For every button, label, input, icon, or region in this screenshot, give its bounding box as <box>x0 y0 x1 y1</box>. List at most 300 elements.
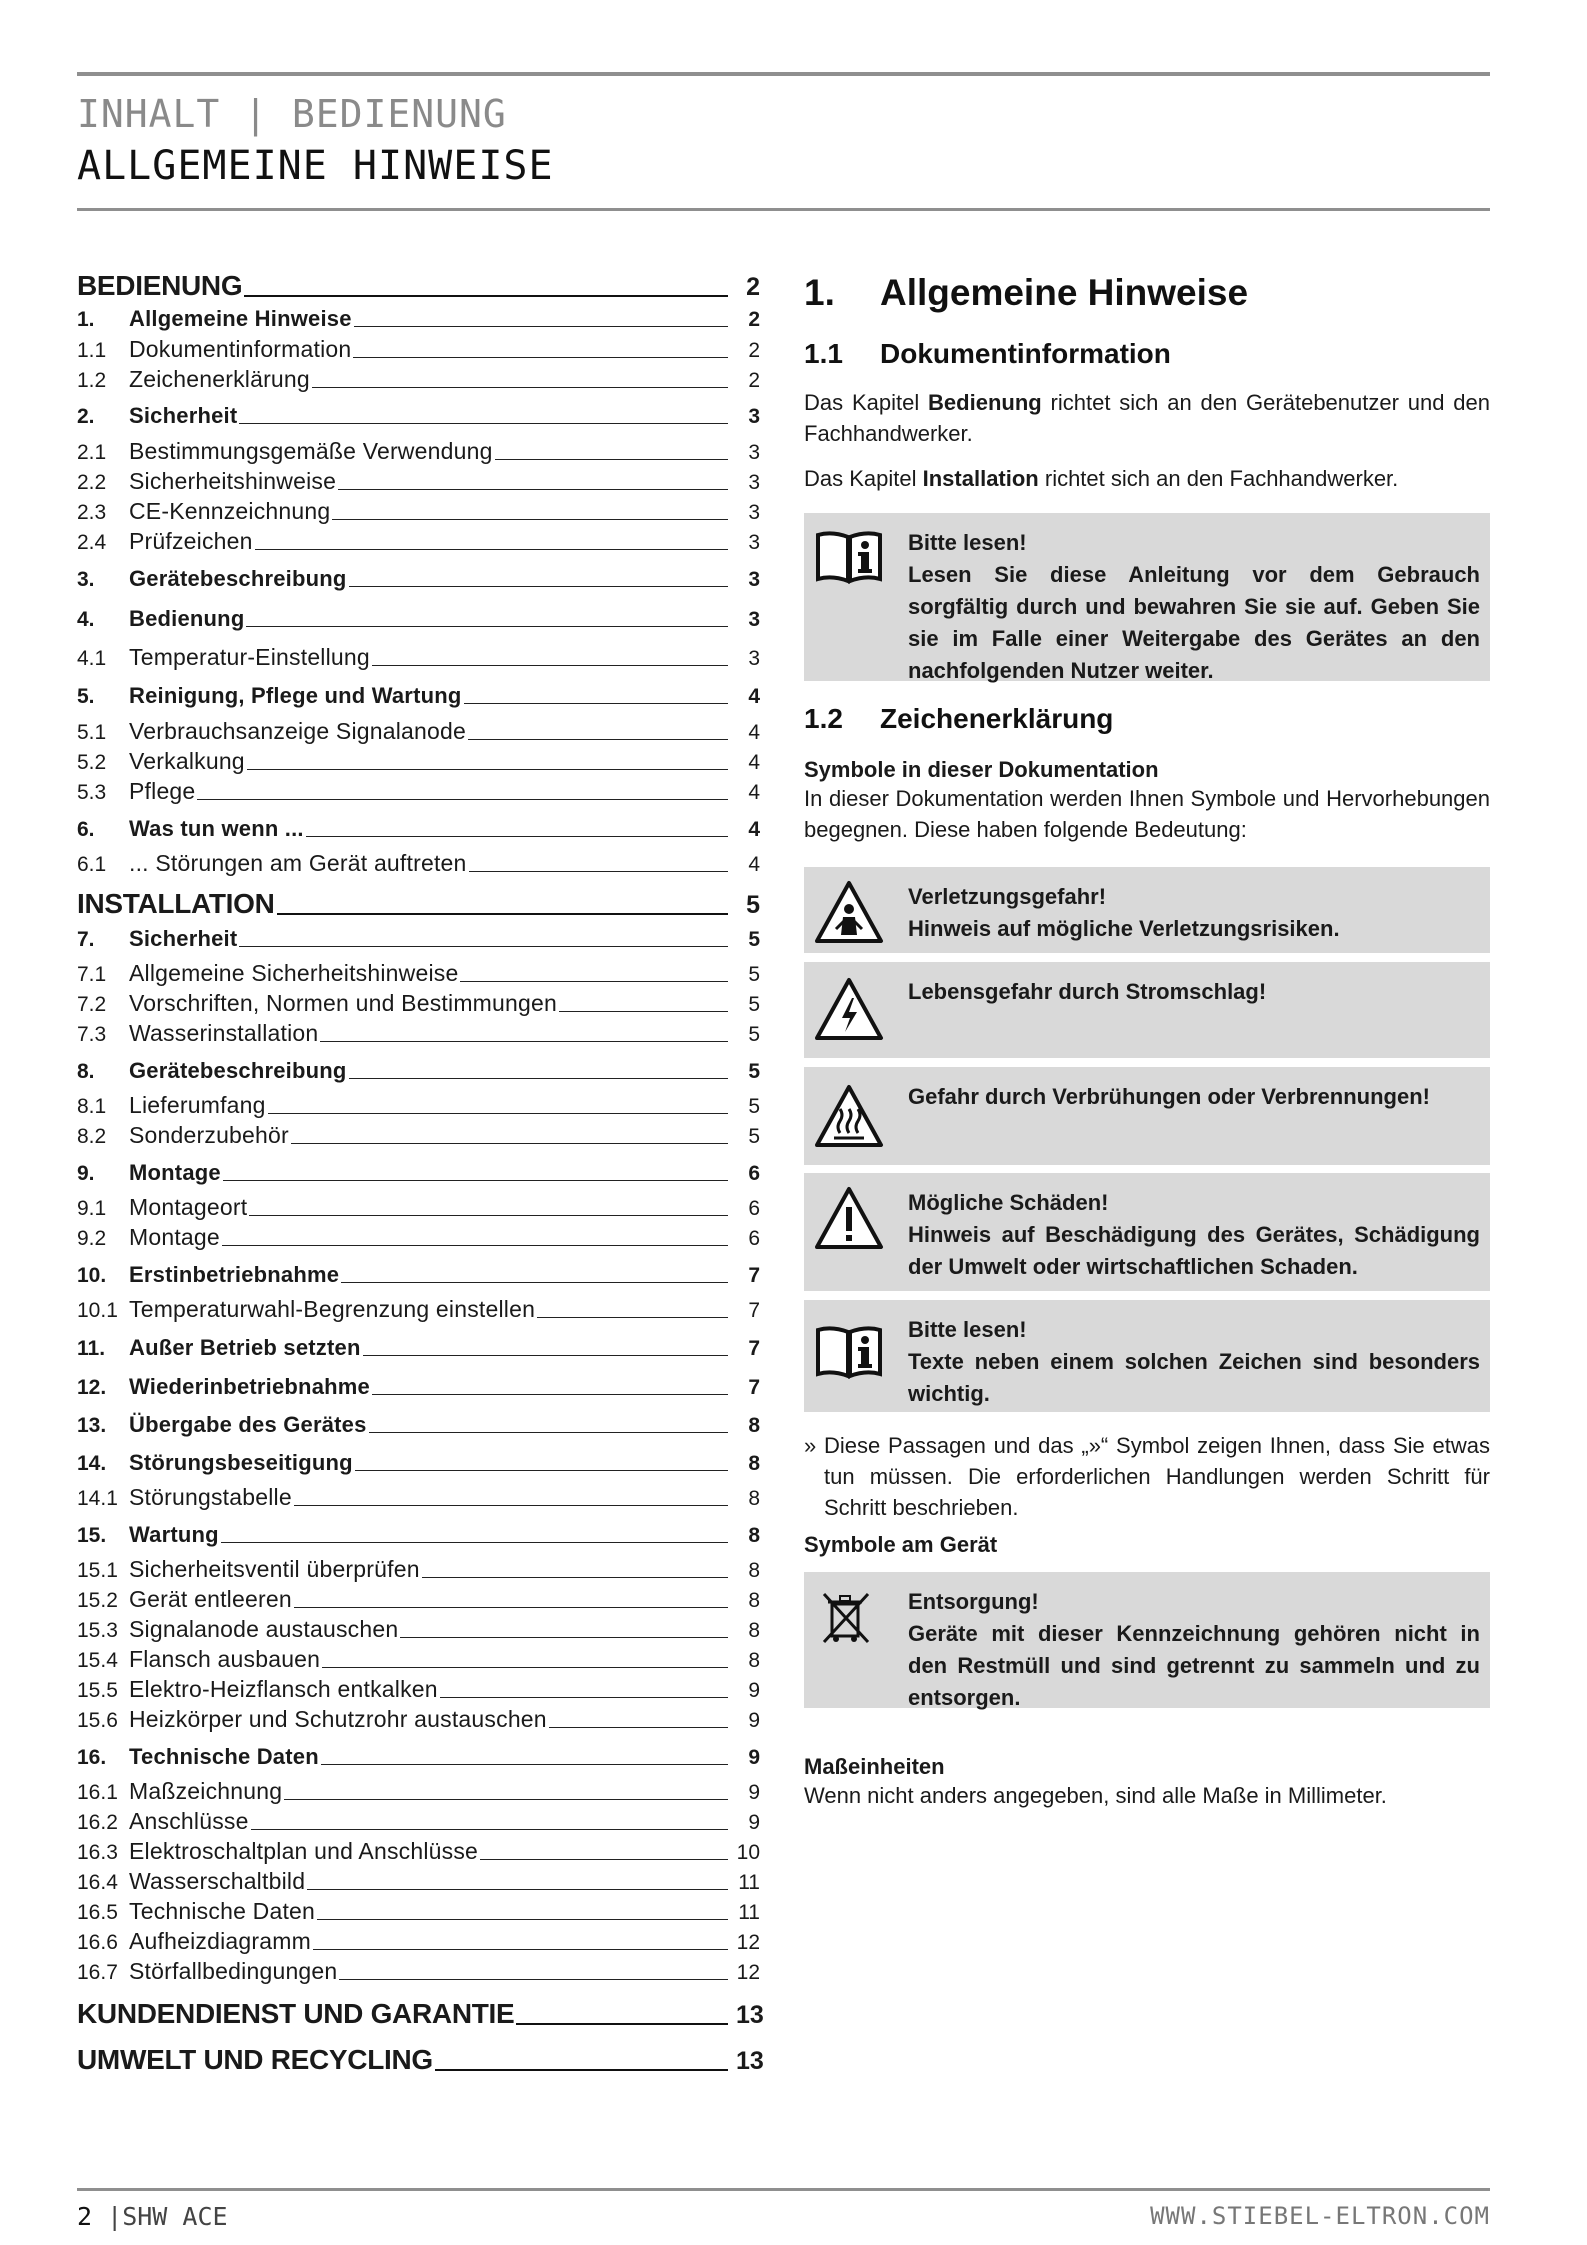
toc-row[interactable] <box>77 888 760 920</box>
toc-number: 7.2 <box>77 993 107 1016</box>
toc-number: 6. <box>77 818 95 841</box>
header-line-1: INHALT | BEDIENUNG <box>77 92 507 136</box>
toc-row[interactable] <box>77 1412 760 1438</box>
toc-number: 14. <box>77 1452 107 1475</box>
toc-number: 2.3 <box>77 501 107 524</box>
info-box-read-first <box>804 513 1490 681</box>
toc-number: 2.2 <box>77 471 107 494</box>
toc-page-number: 2 <box>748 369 760 392</box>
toc-page-number: 3 <box>748 531 760 554</box>
section-title: Zeichenerklärung <box>880 703 1114 734</box>
toc-row[interactable] <box>77 1898 760 1925</box>
toc-title: Bestimmungsgemäße Verwendung <box>129 438 493 464</box>
toc-row[interactable] <box>77 1296 760 1323</box>
warning-box-damage <box>804 1173 1490 1291</box>
paragraph-bedienung <box>804 387 1490 449</box>
toc-leader-line <box>320 1041 728 1042</box>
toc-page-number: 8 <box>748 1524 760 1547</box>
paragraph-units: Wenn nicht anders angegeben, sind alle Maße in Millimeter. <box>804 1783 1387 1808</box>
toc-number: 1.2 <box>77 369 107 392</box>
toc-title: ... Störungen am Gerät auftreten <box>129 850 467 876</box>
toc-leader-line <box>222 1245 728 1246</box>
toc-title: Temperaturwahl-Begrenzung einstellen <box>129 1296 536 1322</box>
toc-leader-line <box>197 799 728 800</box>
toc-row[interactable] <box>77 528 760 555</box>
toc-leader-line <box>246 626 728 627</box>
toc-leader-line <box>249 1215 728 1216</box>
toc-number: 8.2 <box>77 1125 107 1148</box>
toc-page-number: 5 <box>748 928 760 951</box>
toc-title: KUNDENDIENST UND GARANTIE <box>77 1998 515 2029</box>
warning-text <box>908 881 1480 945</box>
toc-number: 10. <box>77 1264 107 1287</box>
toc-leader-line <box>251 1829 728 1830</box>
toc-page-number: 6 <box>748 1197 760 1220</box>
section-heading-1-2 <box>804 703 1113 735</box>
crossed-bin-icon <box>818 1588 874 1646</box>
toc-page-number: 9 <box>748 1781 760 1804</box>
toc-row[interactable] <box>77 1556 760 1583</box>
toc-leader-line <box>369 1432 728 1433</box>
toc-row[interactable] <box>77 1838 760 1865</box>
info-box-body: Lesen Sie diese Anleitung vor dem Gebrauch sorgfältig durch und bewahren Sie sie auf. Geben Sie sie im Falle einer Weitergabe des Gerätes an den nachfolgenden Nutzer weiter. <box>908 562 1480 683</box>
toc-leader-line <box>422 1577 728 1578</box>
toc-page-number: 3 <box>748 647 760 670</box>
toc-row[interactable] <box>77 1020 760 1047</box>
toc-row[interactable] <box>77 718 760 745</box>
toc-leader-line <box>284 1799 728 1800</box>
toc-title: Sicherheitshinweise <box>129 468 337 494</box>
toc-number: 1.1 <box>77 339 107 362</box>
toc-row[interactable] <box>77 2044 764 2076</box>
toc-row[interactable] <box>77 1646 760 1673</box>
warning-box-injury <box>804 867 1490 953</box>
toc-leader-line <box>244 295 728 297</box>
text-run: richtet sich an den Fachhandwerker. <box>1038 466 1399 491</box>
toc-leader-line <box>223 1180 728 1181</box>
chapter-heading-number: 1. <box>804 272 835 313</box>
toc-leader-line <box>400 1637 728 1638</box>
chapter-heading <box>804 272 1248 314</box>
product-name: SHW ACE <box>122 2202 228 2231</box>
toc-title: Übergabe des Gerätes <box>129 1412 367 1437</box>
toc-leader-line <box>294 1505 728 1506</box>
info-box-title: Bitte lesen! <box>908 1317 1027 1342</box>
footer-page-info <box>77 2202 228 2231</box>
toc-row[interactable] <box>77 1058 760 1084</box>
toc-page-number: 4 <box>748 685 760 708</box>
toc-number: 8. <box>77 1060 95 1083</box>
toc-row[interactable] <box>77 1958 760 1985</box>
toc-page-number: 10 <box>736 1841 760 1864</box>
toc-leader-line <box>480 1859 728 1860</box>
toc-number: 16.4 <box>77 1871 118 1894</box>
toc-page-number: 2 <box>746 273 760 301</box>
info-box-important <box>804 1300 1490 1412</box>
toc-number: 5.2 <box>77 751 107 774</box>
text-run: Das Kapitel <box>804 390 929 415</box>
toc-title: Montage <box>129 1160 221 1185</box>
warning-title: Lebensgefahr durch Stromschlag! <box>908 979 1267 1004</box>
toc-page-number: 3 <box>748 568 760 591</box>
toc-row[interactable] <box>77 1374 760 1400</box>
toc-leader-line <box>306 836 728 837</box>
warning-title: Mögliche Schäden! <box>908 1190 1109 1215</box>
warning-box-burn <box>804 1067 1490 1165</box>
toc-leader-line <box>353 357 728 358</box>
header-line-2: ALLGEMEINE HINWEISE <box>77 143 554 189</box>
toc-page-number: 8 <box>748 1414 760 1437</box>
toc-page-number: 3 <box>748 608 760 631</box>
footer-separator: | <box>107 2202 123 2231</box>
toc-number: 15.1 <box>77 1559 118 1582</box>
text-run: richtet sich an den Gerätebenutzer und den Fachhandwerker. <box>804 390 1490 446</box>
toc-row[interactable] <box>77 850 760 877</box>
toc-leader-line <box>354 326 728 327</box>
toc-title: Sicherheit <box>129 926 238 951</box>
toc-title: Sicherheit <box>129 403 238 428</box>
toc-page-number: 11 <box>738 1871 760 1894</box>
toc-page-number: 3 <box>748 471 760 494</box>
toc-page-number: 9 <box>748 1746 760 1769</box>
toc-leader-line <box>339 1979 728 1980</box>
toc-leader-line <box>468 739 728 740</box>
toc-leader-line <box>495 459 728 460</box>
info-box-title: Bitte lesen! <box>908 530 1027 555</box>
toc-leader-line <box>321 1764 728 1765</box>
toc-page-number: 7 <box>748 1264 760 1287</box>
toc-row[interactable] <box>77 1706 760 1733</box>
bold-term: Installation <box>922 466 1039 491</box>
toc-page-number: 8 <box>748 1452 760 1475</box>
toc-leader-line <box>221 1542 728 1543</box>
toc-row[interactable] <box>77 438 760 465</box>
toc-leader-line <box>332 519 728 520</box>
toc-page-number: 3 <box>748 441 760 464</box>
info-box-text <box>908 1586 1480 1714</box>
toc-title: Störungstabelle <box>129 1484 292 1510</box>
toc-page-number: 5 <box>746 891 760 919</box>
toc-title: Flansch ausbauen <box>129 1646 321 1672</box>
toc-leader-line <box>537 1317 728 1318</box>
toc-number: 7.3 <box>77 1023 107 1046</box>
toc-number: 6.1 <box>77 853 107 876</box>
toc-row[interactable] <box>77 1928 760 1955</box>
toc-page-number: 13 <box>736 2047 764 2075</box>
toc-title: Wasserschaltbild <box>129 1868 306 1894</box>
toc-title: Störfallbedingungen <box>129 1958 338 1984</box>
toc-row[interactable] <box>77 748 760 775</box>
toc-leader-line <box>464 703 728 704</box>
toc-leader-line <box>349 586 728 587</box>
info-box-title: Entsorgung! <box>908 1589 1039 1614</box>
toc-title: Gerätebeschreibung <box>129 1058 347 1083</box>
toc-leader-line <box>307 1889 728 1890</box>
toc-leader-line <box>435 2069 728 2071</box>
toc-page-number: 9 <box>748 1811 760 1834</box>
toc-title: Maßzeichnung <box>129 1778 283 1804</box>
toc-page-number: 5 <box>748 1125 760 1148</box>
text-run: Das Kapitel <box>804 466 923 491</box>
info-box-disposal <box>804 1572 1490 1708</box>
toc-number: 15.2 <box>77 1589 118 1612</box>
toc-page-number: 2 <box>748 308 760 331</box>
toc-page-number: 9 <box>748 1709 760 1732</box>
toc-leader-line <box>440 1697 728 1698</box>
toc-row[interactable] <box>77 366 760 393</box>
toc-leader-line <box>294 1607 728 1608</box>
toc-row[interactable] <box>77 683 760 709</box>
toc-row[interactable] <box>77 270 760 302</box>
bold-term: Bedienung <box>928 390 1042 415</box>
toc-title: Außer Betrieb setzten <box>129 1335 361 1360</box>
toc-title: Anschlüsse <box>129 1808 249 1834</box>
warning-body: Hinweis auf Beschädigung des Gerätes, Schädigung der Umwelt oder wirtschaftlichen Schaden. <box>908 1222 1480 1279</box>
toc-number: 15.3 <box>77 1619 118 1642</box>
toc-row[interactable] <box>77 816 760 842</box>
toc-title: Prüfzeichen <box>129 528 253 554</box>
toc-leader-line <box>372 665 728 666</box>
toc-title: UMWELT UND RECYCLING <box>77 2044 433 2075</box>
toc-number: 16.3 <box>77 1841 118 1864</box>
toc-number: 5.3 <box>77 781 107 804</box>
info-box-text <box>908 1314 1480 1410</box>
toc-leader-line <box>355 1470 728 1471</box>
toc-row[interactable] <box>77 990 760 1017</box>
toc-row[interactable] <box>77 1450 760 1476</box>
info-box-text <box>908 527 1480 687</box>
toc-row[interactable] <box>77 1808 760 1835</box>
toc-row[interactable] <box>77 1744 760 1770</box>
toc-page-number: 4 <box>748 751 760 774</box>
toc-title: Sonderzubehör <box>129 1122 289 1148</box>
toc-title: Störungsbeseitigung <box>129 1450 353 1475</box>
warning-title: Gefahr durch Verbrühungen oder Verbrennungen! <box>908 1084 1430 1109</box>
toc-leader-line <box>549 1727 728 1728</box>
toc-page-number: 12 <box>736 1961 760 1984</box>
toc-leader-line <box>247 769 728 770</box>
toc-number: 5.1 <box>77 721 107 744</box>
toc-number: 16.2 <box>77 1811 118 1834</box>
toc-row[interactable] <box>77 1262 760 1288</box>
toc-title: INSTALLATION <box>77 888 275 919</box>
toc-row[interactable] <box>77 1092 760 1119</box>
section-number: 1.2 <box>804 703 843 734</box>
toc-title: Sicherheitsventil überprüfen <box>129 1556 420 1582</box>
toc-leader-line <box>268 1113 728 1114</box>
toc-row[interactable] <box>77 1224 760 1251</box>
toc-page-number: 5 <box>748 1060 760 1083</box>
footer-website: WWW.STIEBEL-ELTRON.COM <box>1150 2202 1490 2230</box>
toc-title: Verbrauchsanzeige Signalanode <box>129 718 466 744</box>
toc-row[interactable] <box>77 1586 760 1613</box>
toc-row[interactable] <box>77 1868 760 1895</box>
toc-title: Wasserinstallation <box>129 1020 319 1046</box>
toc-page-number: 3 <box>748 501 760 524</box>
caution-icon <box>814 1185 884 1251</box>
toc-number: 8.1 <box>77 1095 107 1118</box>
toc-row[interactable] <box>77 1122 760 1149</box>
toc-page-number: 8 <box>748 1649 760 1672</box>
toc-title: Technische Daten <box>129 1898 316 1924</box>
warning-text <box>908 1187 1480 1283</box>
toc-leader-line <box>349 1078 728 1079</box>
toc-leader-line <box>239 946 728 947</box>
toc-number: 15. <box>77 1524 107 1547</box>
toc-row[interactable] <box>77 644 760 671</box>
toc-page-number: 9 <box>748 1679 760 1702</box>
toc-leader-line <box>341 1282 728 1283</box>
toc-title: BEDIENUNG <box>77 270 243 301</box>
toc-page-number: 11 <box>738 1901 760 1924</box>
toc-page-number: 7 <box>748 1337 760 1360</box>
toc-title: Wiederinbetriebnahme <box>129 1374 370 1399</box>
toc-leader-line <box>322 1667 728 1668</box>
toc-row[interactable] <box>77 1998 764 2030</box>
toc-row[interactable] <box>77 778 760 805</box>
toc-title: Pflege <box>129 778 196 804</box>
toc-title: Allgemeine Sicherheitshinweise <box>129 960 459 986</box>
toc-number: 15.4 <box>77 1649 118 1672</box>
toc-leader-line <box>363 1355 728 1356</box>
page-number: 2 <box>77 2202 93 2231</box>
warning-text <box>908 976 1480 1008</box>
toc-row[interactable] <box>77 1194 760 1221</box>
paragraph-symbols-intro: In dieser Dokumentation werden Ihnen Symbole und Hervorhebungen begegnen. Diese haben folgende Bedeutung: <box>804 786 1490 842</box>
toc-leader-line <box>516 2023 728 2025</box>
toc-row[interactable] <box>77 926 760 952</box>
info-box-body: Geräte mit dieser Kennzeichnung gehören nicht in den Restmüll und sind getrennt zu sammeln und zu entsorgen. <box>908 1621 1480 1710</box>
toc-title: Wartung <box>129 1522 219 1547</box>
toc-row[interactable] <box>77 960 760 987</box>
toc-row[interactable] <box>77 1484 760 1511</box>
toc-row[interactable] <box>77 468 760 495</box>
toc-number: 16.5 <box>77 1901 118 1924</box>
toc-page-number: 5 <box>748 963 760 986</box>
toc-title: Reinigung, Pflege und Wartung <box>129 683 462 708</box>
toc-row[interactable] <box>77 1160 760 1186</box>
toc-page-number: 8 <box>748 1487 760 1510</box>
toc-number: 9. <box>77 1162 95 1185</box>
toc-number: 13. <box>77 1414 107 1437</box>
toc-title: Bedienung <box>129 606 245 631</box>
toc-row[interactable] <box>77 1335 760 1361</box>
toc-page-number: 8 <box>748 1559 760 1582</box>
toc-number: 15.6 <box>77 1709 118 1732</box>
read-manual-icon <box>814 1318 884 1384</box>
toc-title: Erstinbetriebnahme <box>129 1262 340 1287</box>
toc-row[interactable] <box>77 498 760 525</box>
toc-number: 11. <box>77 1337 106 1360</box>
toc-row[interactable] <box>77 306 760 332</box>
subheading-symbols-document: Symbole in dieser Dokumentation <box>804 757 1159 782</box>
toc-row[interactable] <box>77 1676 760 1703</box>
toc-number: 16. <box>77 1746 107 1769</box>
toc-number: 2.1 <box>77 441 107 464</box>
toc-number: 9.1 <box>77 1197 107 1220</box>
toc-leader-line <box>239 423 728 424</box>
toc-page-number: 2 <box>748 339 760 362</box>
hot-surface-icon <box>814 1083 884 1149</box>
toc-page-number: 6 <box>748 1227 760 1250</box>
toc-leader-line <box>559 1011 728 1012</box>
toc-number: 16.6 <box>77 1931 118 1954</box>
toc-page-number: 5 <box>748 1023 760 1046</box>
toc-number: 9.2 <box>77 1227 107 1250</box>
toc-page-number: 4 <box>748 818 760 841</box>
toc-number: 2. <box>77 405 95 428</box>
toc-title: Vorschriften, Normen und Bestimmungen <box>129 990 557 1016</box>
toc-number: 1. <box>77 308 95 331</box>
chapter-heading-title: Allgemeine Hinweise <box>880 272 1249 313</box>
toc-title: CE-Kennzeichnung <box>129 498 331 524</box>
toc-page-number: 7 <box>748 1376 760 1399</box>
toc-number: 15.5 <box>77 1679 118 1702</box>
toc-title: Zeichenerklärung <box>129 366 310 392</box>
toc-title: Elektro-Heizflansch entkalken <box>129 1676 438 1702</box>
toc-leader-line <box>469 871 728 872</box>
paragraph-installation <box>804 463 1490 494</box>
toc-leader-line <box>313 1949 728 1950</box>
toc-page-number: 7 <box>748 1299 760 1322</box>
toc-number: 2.4 <box>77 531 107 554</box>
top-rule <box>77 72 1490 76</box>
toc-leader-line <box>291 1143 728 1144</box>
toc-row[interactable] <box>77 1616 760 1643</box>
section-heading-1-1 <box>804 338 1171 370</box>
warning-text <box>908 1081 1480 1113</box>
section-number: 1.1 <box>804 338 843 369</box>
toc-row[interactable] <box>77 1778 760 1805</box>
toc-title: Was tun wenn ... <box>129 816 304 841</box>
toc-page-number: 8 <box>748 1589 760 1612</box>
toc-leader-line <box>312 387 728 388</box>
toc-title: Elektroschaltplan und Anschlüsse <box>129 1838 479 1864</box>
subheading-symbols-device: Symbole am Gerät <box>804 1532 998 1557</box>
toc-title: Signalanode austauschen <box>129 1616 399 1642</box>
toc-number: 3. <box>77 568 95 591</box>
warning-title: Verletzungsgefahr! <box>908 884 1107 909</box>
toc-page-number: 3 <box>748 405 760 428</box>
toc-title: Temperatur-Einstellung <box>129 644 370 670</box>
toc-leader-line <box>255 549 728 550</box>
warning-box-electric <box>804 962 1490 1058</box>
toc-row[interactable] <box>77 403 760 429</box>
toc-leader-line <box>460 981 728 982</box>
toc-number: 16.7 <box>77 1961 118 1984</box>
toc-row[interactable] <box>77 606 760 632</box>
toc-page-number: 4 <box>748 853 760 876</box>
toc-title: Allgemeine Hinweise <box>129 306 352 331</box>
warning-body: Hinweis auf mögliche Verletzungsrisiken. <box>908 916 1340 941</box>
toc-title: Lieferumfang <box>129 1092 266 1118</box>
toc-row[interactable] <box>77 566 760 592</box>
toc-page-number: 4 <box>748 721 760 744</box>
electric-shock-icon <box>814 976 884 1042</box>
toc-row[interactable] <box>77 336 760 363</box>
toc-row[interactable] <box>77 1522 760 1548</box>
toc-number: 10.1 <box>77 1299 118 1322</box>
injury-warning-icon <box>814 879 884 945</box>
toc-number: 4.1 <box>77 647 107 670</box>
toc-page-number: 8 <box>748 1619 760 1642</box>
toc-page-number: 12 <box>736 1931 760 1954</box>
toc-number: 16.1 <box>77 1781 118 1804</box>
toc-title: Heizkörper und Schutzrohr austauschen <box>129 1706 547 1732</box>
toc-number: 5. <box>77 685 95 708</box>
header-bottom-rule <box>77 208 1490 211</box>
toc-title: Gerätebeschreibung <box>129 566 347 591</box>
